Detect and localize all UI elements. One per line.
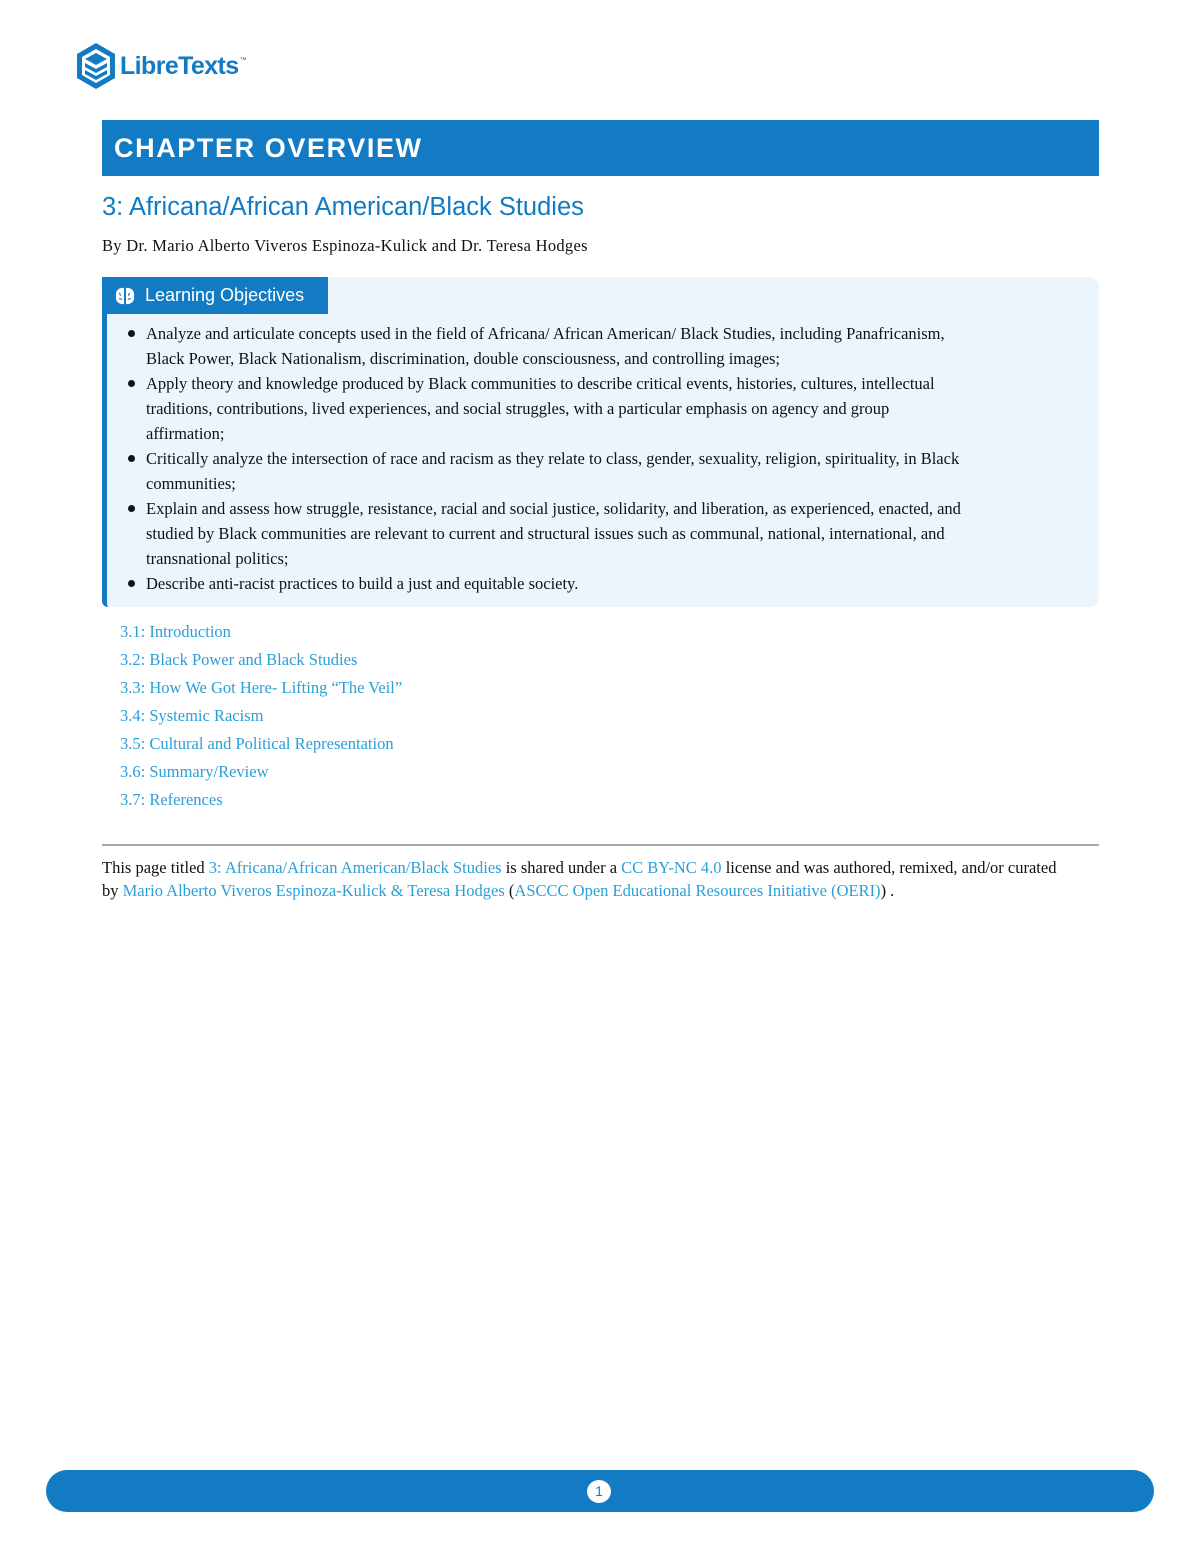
toc-item bbox=[120, 704, 402, 732]
logo-trademark: ™ bbox=[239, 57, 247, 64]
page-title: 3: Africana/African American/Black Studies bbox=[102, 193, 584, 221]
objective-item: Critically analyze the intersection of race and racism as they relate to class, gender, sexuality, religion, spirituality, in Black communities; bbox=[107, 446, 1086, 496]
license-link[interactable]: CC BY-NC 4.0 bbox=[621, 858, 722, 877]
toc-item bbox=[120, 648, 402, 676]
toc-link-systemic-racism[interactable]: 3.4: Systemic Racism bbox=[120, 706, 264, 725]
logo-text: LibreTexts bbox=[120, 51, 239, 80]
divider bbox=[102, 844, 1099, 846]
toc-item bbox=[120, 732, 402, 760]
learning-objectives-heading: Learning Objectives bbox=[145, 285, 305, 305]
toc-item bbox=[120, 788, 402, 816]
libretexts-hexagon-icon bbox=[74, 41, 118, 91]
toc-link-representation[interactable]: 3.5: Cultural and Political Representation bbox=[120, 734, 394, 753]
table-of-contents bbox=[120, 620, 402, 816]
toc-link-summary-review[interactable]: 3.6: Summary/Review bbox=[120, 762, 269, 781]
page-title-link[interactable]: 3: Africana/African American/Black Studies bbox=[208, 858, 502, 877]
toc-item bbox=[120, 760, 402, 788]
organization-link[interactable]: ASCCC Open Educational Resources Initiative (OERI) bbox=[514, 881, 881, 900]
learning-objectives-tab bbox=[102, 277, 328, 314]
license-line-2: by Mario Alberto Viveros Espinoza-Kulick & Teresa Hodges (ASCCC Open Educational Resources Initiative (OERI)) . bbox=[102, 881, 895, 900]
libretexts-logo bbox=[74, 40, 247, 92]
toc-link-black-power[interactable]: 3.2: Black Power and Black Studies bbox=[120, 650, 358, 669]
toc-link-the-veil[interactable]: 3.3: How We Got Here- Lifting “The Veil” bbox=[120, 678, 403, 697]
objective-item: Describe anti-racist practices to build a just and equitable society. bbox=[107, 571, 1086, 596]
byline: By Dr. Mario Alberto Viveros Espinoza-Kulick and Dr. Teresa Hodges bbox=[102, 236, 588, 255]
brain-icon bbox=[114, 286, 136, 306]
chapter-overview-banner bbox=[102, 120, 1099, 176]
toc-item bbox=[120, 676, 402, 704]
objective-item: Apply theory and knowledge produced by Black communities to describe critical events, histories, cultures, intellectual traditions, contributions, lived experiences, and social struggles, with a particular emphasis on agency and group affirmation; bbox=[107, 371, 1086, 446]
license-statement bbox=[102, 856, 1102, 902]
page-number-badge: 1 bbox=[587, 1480, 611, 1503]
learning-objectives-box bbox=[102, 277, 1099, 607]
chapter-overview-label: CHAPTER OVERVIEW bbox=[114, 132, 423, 163]
toc-link-introduction[interactable]: 3.1: Introduction bbox=[120, 622, 231, 641]
toc-link-references[interactable]: 3.7: References bbox=[120, 790, 223, 809]
toc-item bbox=[120, 620, 402, 648]
license-line-1: This page titled 3: Africana/African American/Black Studies is shared under a CC BY-NC 4.0 license and was authored, remixed, and/or curated bbox=[102, 858, 1057, 877]
objective-item: Analyze and articulate concepts used in the field of Africana/ African American/ Black Studies, including Panafricanism, Black Power, Black Nationalism, discrimination, double consciousness, and controlling images; bbox=[107, 321, 1086, 371]
objective-item: Explain and assess how struggle, resistance, racial and social justice, solidarity, and liberation, as experienced, enacted, and studied by Black communities are relevant to current and structural issues such as communal, national, international, and transnational politics; bbox=[107, 496, 1086, 571]
authors-link[interactable]: Mario Alberto Viveros Espinoza-Kulick & Teresa Hodges bbox=[122, 881, 505, 900]
